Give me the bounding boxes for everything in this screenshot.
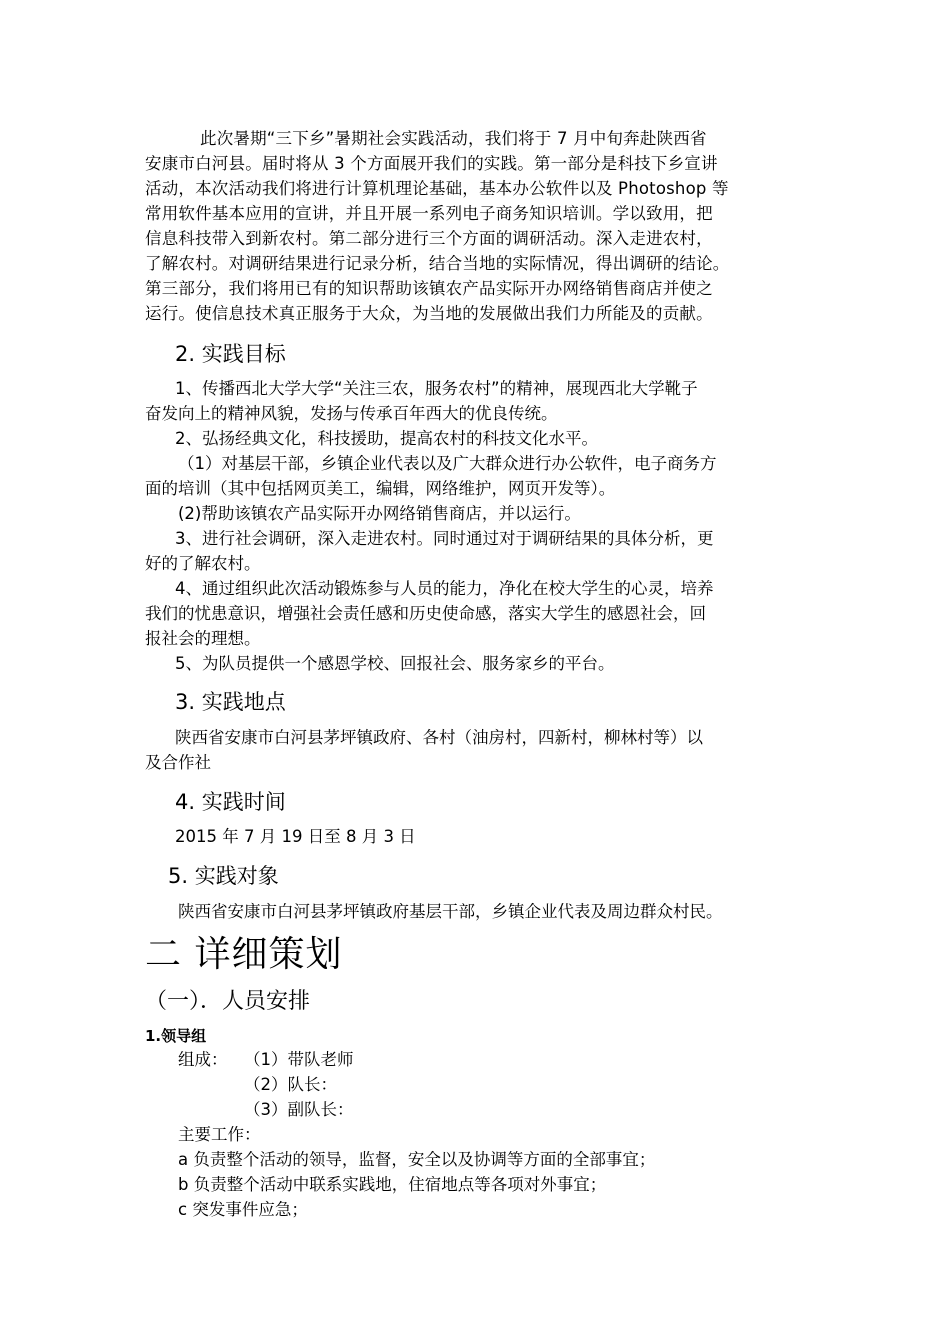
goal-line: 2、弘扬经典文化，科技援助，提高农村的科技文化水平。 [175, 429, 598, 448]
intro-line: 信息科技带入到新农村。第二部分进行三个方面的调研活动。深入走进农村， [145, 229, 713, 248]
goal-line: 1、传播西北大学大学“关注三农，服务农村”的精神，展现西北大学靴子 [175, 379, 698, 398]
section-heading-goals: 2. 实践目标 [175, 342, 286, 366]
section-heading-location: 3. 实践地点 [175, 690, 286, 714]
intro-line: 常用软件基本应用的宣讲，并且开展一系列电子商务知识培训。学以致用，把 [145, 204, 713, 223]
duty-line: c 突发事件应急； [178, 1200, 308, 1219]
member-line: （3）副队长： [244, 1100, 354, 1119]
part-heading-detailed-plan: 二 详细策划 [145, 934, 343, 975]
duty-line: a 负责整个活动的领导，监督，安全以及协调等方面的全部事宜； [178, 1150, 656, 1169]
time-line: 2015 年 7 月 19 日至 8 月 3 日 [175, 827, 416, 846]
member-line: （1）带队老师 [244, 1050, 354, 1069]
intro-line: 第三部分，我们将用已有的知识帮助该镇农产品实际开办网络销售商店并使之 [145, 279, 713, 298]
location-line: 及合作社 [145, 753, 211, 772]
intro-line: 了解农村。对调研结果进行记录分析，结合当地的实际情况，得出调研的结论。 [145, 254, 730, 273]
duty-line: b 负责整个活动中联系实践地，住宿地点等各项对外事宜； [178, 1175, 607, 1194]
duties-label: 主要工作： [178, 1125, 261, 1144]
goal-line: 面的培训（其中包括网页美工，编辑，网络维护，网页开发等）。 [145, 479, 616, 498]
intro-line: 活动，本次活动我们将进行计算机理论基础，基本办公软件以及 Photoshop 等 [145, 179, 729, 198]
group-title: 1.领导组 [145, 1027, 207, 1045]
intro-line: 运行。使信息技术真正服务于大众，为当地的发展做出我们力所能及的贡献。 [145, 304, 713, 323]
section-heading-time: 4. 实践时间 [175, 790, 286, 814]
goal-line: 4、通过组织此次活动锻炼参与人员的能力，净化在校大学生的心灵，培养 [175, 579, 714, 598]
goal-line: 奋发向上的精神风貌，发扬与传承百年西大的优良传统。 [145, 404, 558, 423]
intro-line: 此次暑期“三下乡”暑期社会实践活动，我们将于 7 月中旬奔赴陕西省 [200, 129, 707, 148]
composition-label: 组成： [178, 1050, 228, 1069]
goal-line: (2)帮助该镇农产品实际开办网络销售商店，并以运行。 [178, 504, 581, 523]
goal-line: 好的了解农村。 [145, 554, 261, 573]
goal-line: （1）对基层干部，乡镇企业代表以及广大群众进行办公软件，电子商务方 [178, 454, 717, 473]
section-heading-target: 5. 实践对象 [168, 864, 279, 888]
goal-line: 报社会的理想。 [145, 629, 261, 648]
intro-line: 安康市白河县。届时将从 3 个方面展开我们的实践。第一部分是科技下乡宣讲 [145, 154, 718, 173]
target-line: 陕西省安康市白河县茅坪镇政府基层干部，乡镇企业代表及周边群众村民。 [178, 902, 723, 921]
subheading-staff-arrangement: （一）．人员安排 [145, 989, 311, 1014]
goal-line: 5、为队员提供一个感恩学校、回报社会、服务家乡的平台。 [175, 654, 615, 673]
member-line: （2）队长： [244, 1075, 337, 1094]
goal-line: 3、进行社会调研，深入走进农村。同时通过对于调研结果的具体分析，更 [175, 529, 714, 548]
location-line: 陕西省安康市白河县茅坪镇政府、各村（油房村，四新村，柳林村等）以 [175, 728, 703, 747]
goal-line: 我们的忧患意识，增强社会责任感和历史使命感，落实大学生的感恩社会，回 [145, 604, 706, 623]
